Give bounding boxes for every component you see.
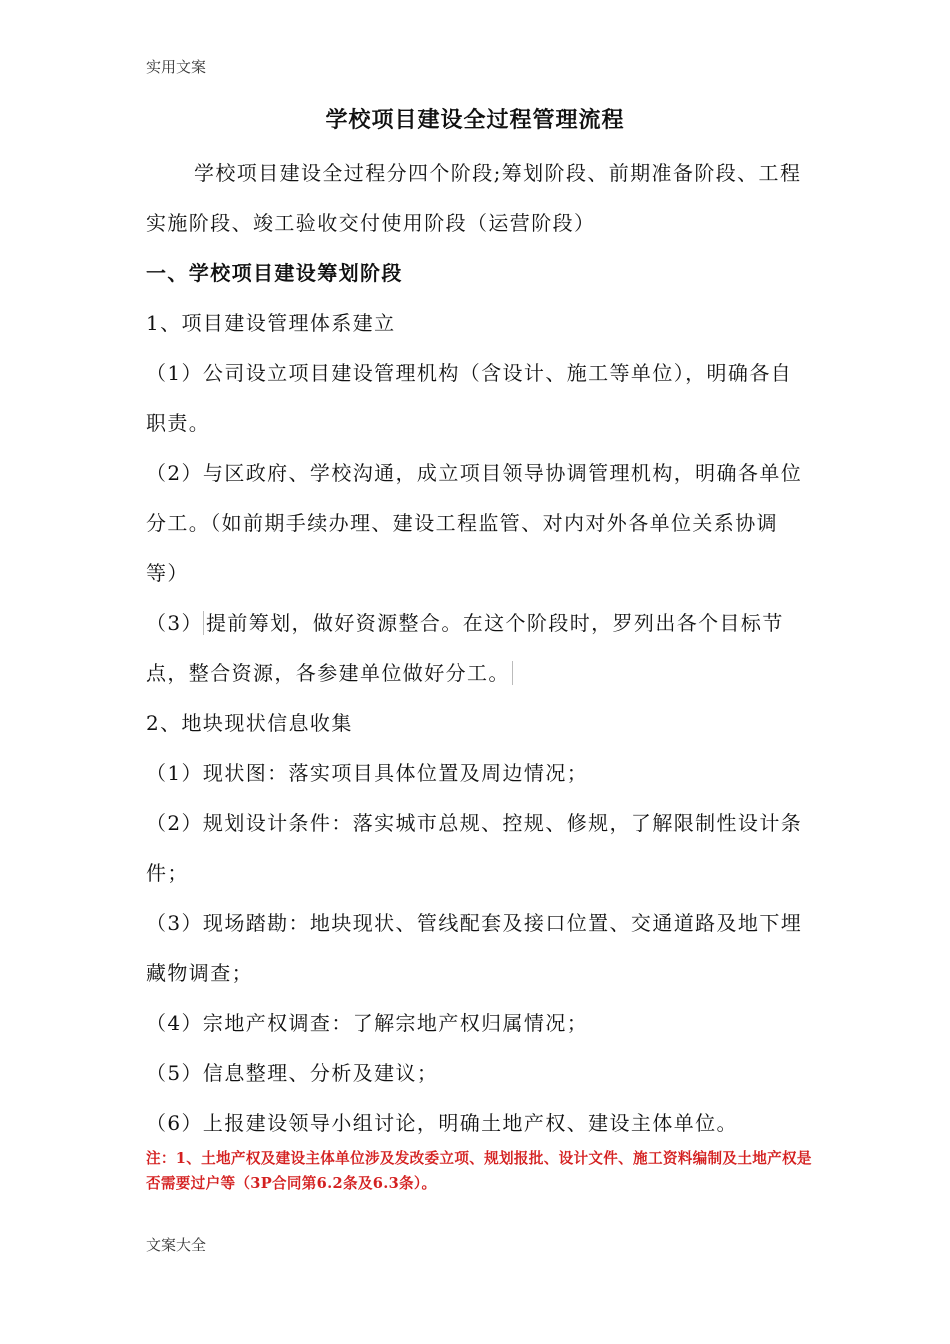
list-item: （4）宗地产权调查：了解宗地产权归属情况； — [146, 1011, 589, 1035]
highlighted-text: 提前筹划，做好资源整合。在这个阶段时，罗列出各个目标节点，整合资源，各参建单位做好分工。 — [146, 611, 784, 685]
subsection-heading-management-system: 1、项目建设管理体系建立 — [146, 311, 396, 335]
list-item: （3）现场踏勘：地块现状、管线配套及接口位置、交通道路及地下埋藏物调查； — [146, 911, 803, 985]
page-footer: 文案大全 — [146, 1236, 207, 1254]
list-item-number: （3） — [146, 611, 203, 635]
section-heading-planning: 一、学校项目建设筹划阶段 — [146, 261, 403, 285]
list-item: （2）与区政府、学校沟通，成立项目领导协调管理机构，明确各单位分工。（如前期手续办理、建设工程监管、对内对外各单位关系协调等） — [146, 461, 803, 585]
list-item: （1）公司设立项目建设管理机构（含设计、施工等单位），明确各自职责。 — [146, 361, 793, 435]
document-title: 学校项目建设全过程管理流程 — [325, 107, 625, 133]
page-header: 实用文案 — [146, 58, 207, 76]
document-body — [146, 148, 810, 1148]
note-text: 注：1、土地产权及建设主体单位涉及发改委立项、规划报批、设计文件、施工资料编制及土地产权是否需要过户等（3P合同第6.2条及6.3条）。 — [146, 1150, 812, 1192]
list-item: （1）现状图：落实项目具体位置及周边情况； — [146, 761, 589, 785]
list-item: （2）规划设计条件：落实城市总规、控规、修规，了解限制性设计条件； — [146, 811, 803, 885]
subsection-heading-site-survey: 2、地块现状信息收集 — [146, 711, 353, 735]
list-item — [146, 598, 810, 698]
list-item: （5）信息整理、分析及建议； — [146, 1061, 439, 1085]
list-item: （6）上报建设领导小组讨论，明确土地产权、建设主体单位。 — [146, 1111, 738, 1135]
intro-paragraph: 学校项目建设全过程分四个阶段;筹划阶段、前期准备阶段、工程实施阶段、竣工验收交付使用阶段（运营阶段） — [146, 161, 802, 235]
